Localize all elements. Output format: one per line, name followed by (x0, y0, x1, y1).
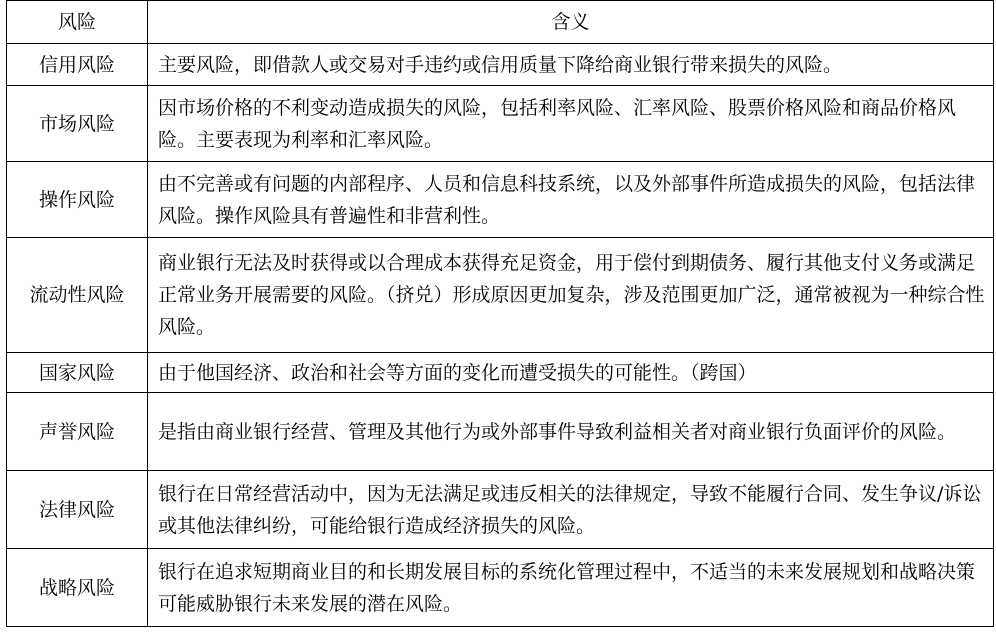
risk-name: 操作风险 (7, 162, 148, 238)
header-risk: 风险 (7, 1, 148, 44)
table-header-row (7, 1, 994, 44)
table-row (7, 162, 994, 238)
risk-meaning: 是指由商业银行经营、管理及其他行为或外部事件导致利益相关者对商业银行负面评价的风险。 (148, 393, 994, 471)
risk-name: 法律风险 (7, 471, 148, 549)
table-row (7, 353, 994, 393)
risk-meaning: 银行在追求短期商业目的和长期发展目标的系统化管理过程中，不适当的未来发展规划和战略决策可能威胁银行未来发展的潜在风险。 (148, 549, 994, 627)
risk-meaning: 由不完善或有问题的内部程序、人员和信息科技系统，以及外部事件所造成损失的风险，包括法律风险。操作风险具有普遍性和非营利性。 (148, 162, 994, 238)
risk-name: 流动性风险 (7, 238, 148, 353)
risk-meaning: 由于他国经济、政治和社会等方面的变化而遭受损失的可能性。（跨国） (148, 353, 994, 393)
risk-meaning: 因市场价格的不利变动造成损失的风险，包括利率风险、汇率风险、股票价格风险和商品价格风险。主要表现为利率和汇率风险。 (148, 86, 994, 162)
risk-name: 国家风险 (7, 353, 148, 393)
risk-meaning: 银行在日常经营活动中，因为无法满足或违反相关的法律规定，导致不能履行合同、发生争议/诉讼或其他法律纠纷，可能给银行造成经济损失的风险。 (148, 471, 994, 549)
risk-meaning: 主要风险，即借款人或交易对手违约或信用质量下降给商业银行带来损失的风险。 (148, 44, 994, 86)
header-meaning: 含义 (148, 1, 994, 44)
table-row (7, 238, 994, 353)
risk-definition-table (6, 0, 994, 627)
risk-name: 战略风险 (7, 549, 148, 627)
table-row (7, 549, 994, 627)
risk-name: 市场风险 (7, 86, 148, 162)
table-row (7, 393, 994, 471)
table-row (7, 44, 994, 86)
table-row (7, 471, 994, 549)
risk-name: 信用风险 (7, 44, 148, 86)
table-row (7, 86, 994, 162)
risk-meaning: 商业银行无法及时获得或以合理成本获得充足资金，用于偿付到期债务、履行其他支付义务或满足正常业务开展需要的风险。（挤兑）形成原因更加复杂，涉及范围更加广泛，通常被视为一种综合性风险。 (148, 238, 994, 353)
risk-name: 声誉风险 (7, 393, 148, 471)
